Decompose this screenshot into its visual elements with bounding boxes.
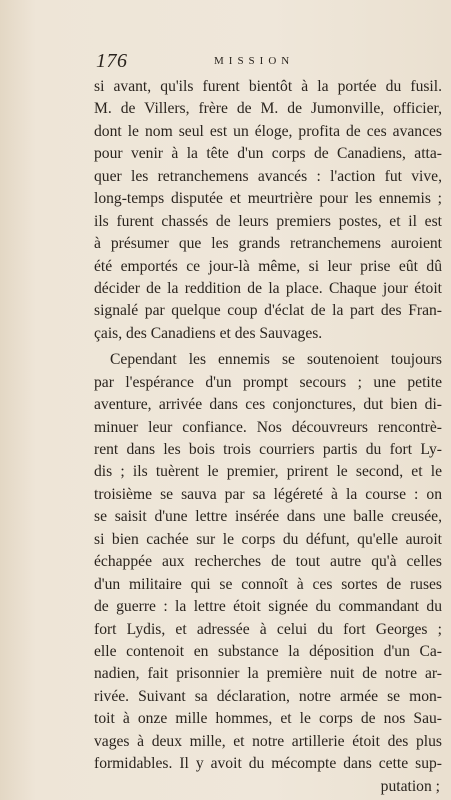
text-line: si avant, qu'ils furent bientôt à la portée du fusil.	[94, 78, 442, 95]
body-text	[94, 76, 442, 798]
text-line: se saisit d'une lettre insérée dans une balle creusée,	[94, 508, 442, 526]
text-line: par l'espérance d'un prompt secours ; une petite	[94, 373, 442, 391]
page-header	[96, 50, 426, 72]
text-line: aventure, arrivée dans ces conjonctures, dut bien di-	[94, 396, 442, 414]
text-line: elle contenoit en substance la déposition d'un Ca-	[94, 642, 442, 660]
text-line: minuer leur confiance. Nos découvreurs rencontrè-	[94, 418, 442, 436]
text-line: quer les retranchemens avancés : l'action fut vive,	[94, 167, 442, 185]
catchword: putation ;	[380, 777, 440, 795]
text-line: rent dans les bois trois courriers partis du fort Ly-	[94, 441, 442, 458]
paragraph-end-line: çais, des Canadiens et des Sauvages.	[94, 324, 323, 342]
text-line: d'un militaire qui se connoît à ces sortes de ruses	[94, 575, 442, 593]
text-line: toit à onze mille hommes, et le corps de nos Sau-	[94, 710, 442, 728]
text-line: fort Lydis, et adressée à celui du fort Georges ;	[94, 620, 442, 638]
text-line: troisième se sauva par sa légéreté à la course : on	[94, 485, 442, 503]
text-line: nadien, fait prisonnier la première nuit de notre ar-	[94, 665, 442, 683]
text-line: formidables. Il y avoit du mécompte dans cette sup-	[94, 755, 442, 773]
text-line: été emportés ce jour-là même, si leur prise eût dû	[94, 257, 442, 275]
paragraph-start-line: Cependant les ennemis se soutenoient toujours	[110, 351, 442, 369]
page-number: 176	[96, 50, 128, 72]
text-line: rivée. Suivant sa déclaration, notre armée se mon-	[94, 687, 442, 705]
text-line: vages à deux mille, et notre artillerie étoit des plus	[94, 732, 442, 750]
text-line: ils furent chassés de leurs premiers postes, et il est	[94, 212, 442, 230]
text-line: long-temps disputée et meurtrière pour les ennemis ;	[94, 190, 442, 208]
text-line: à présumer que les grands retranchemens auroient	[94, 235, 442, 253]
text-line: si bien cachée sur le corps du défunt, qu'elle auroit	[94, 530, 442, 548]
running-title: MISSION	[214, 55, 295, 67]
text-line: échappée aux recherches de tout autre qu'à celles	[94, 553, 442, 571]
text-line: pour venir à la tête d'un corps de Canadiens, atta-	[94, 145, 442, 163]
text-line: dont le nom seul est un éloge, profita de ces avances	[94, 122, 442, 140]
text-line: de guerre : la lettre étoit signée du commandant du	[94, 598, 442, 616]
text-line: décider de la reddition de la place. Chaque jour étoit	[94, 279, 442, 297]
text-line: dis ; ils tuèrent le premier, prirent le second, et le	[94, 463, 442, 481]
text-line: M. de Villers, frère de M. de Jumonville, officier,	[94, 100, 442, 118]
text-line: signalé par quelque coup d'éclat de la part des Fran-	[94, 302, 442, 320]
